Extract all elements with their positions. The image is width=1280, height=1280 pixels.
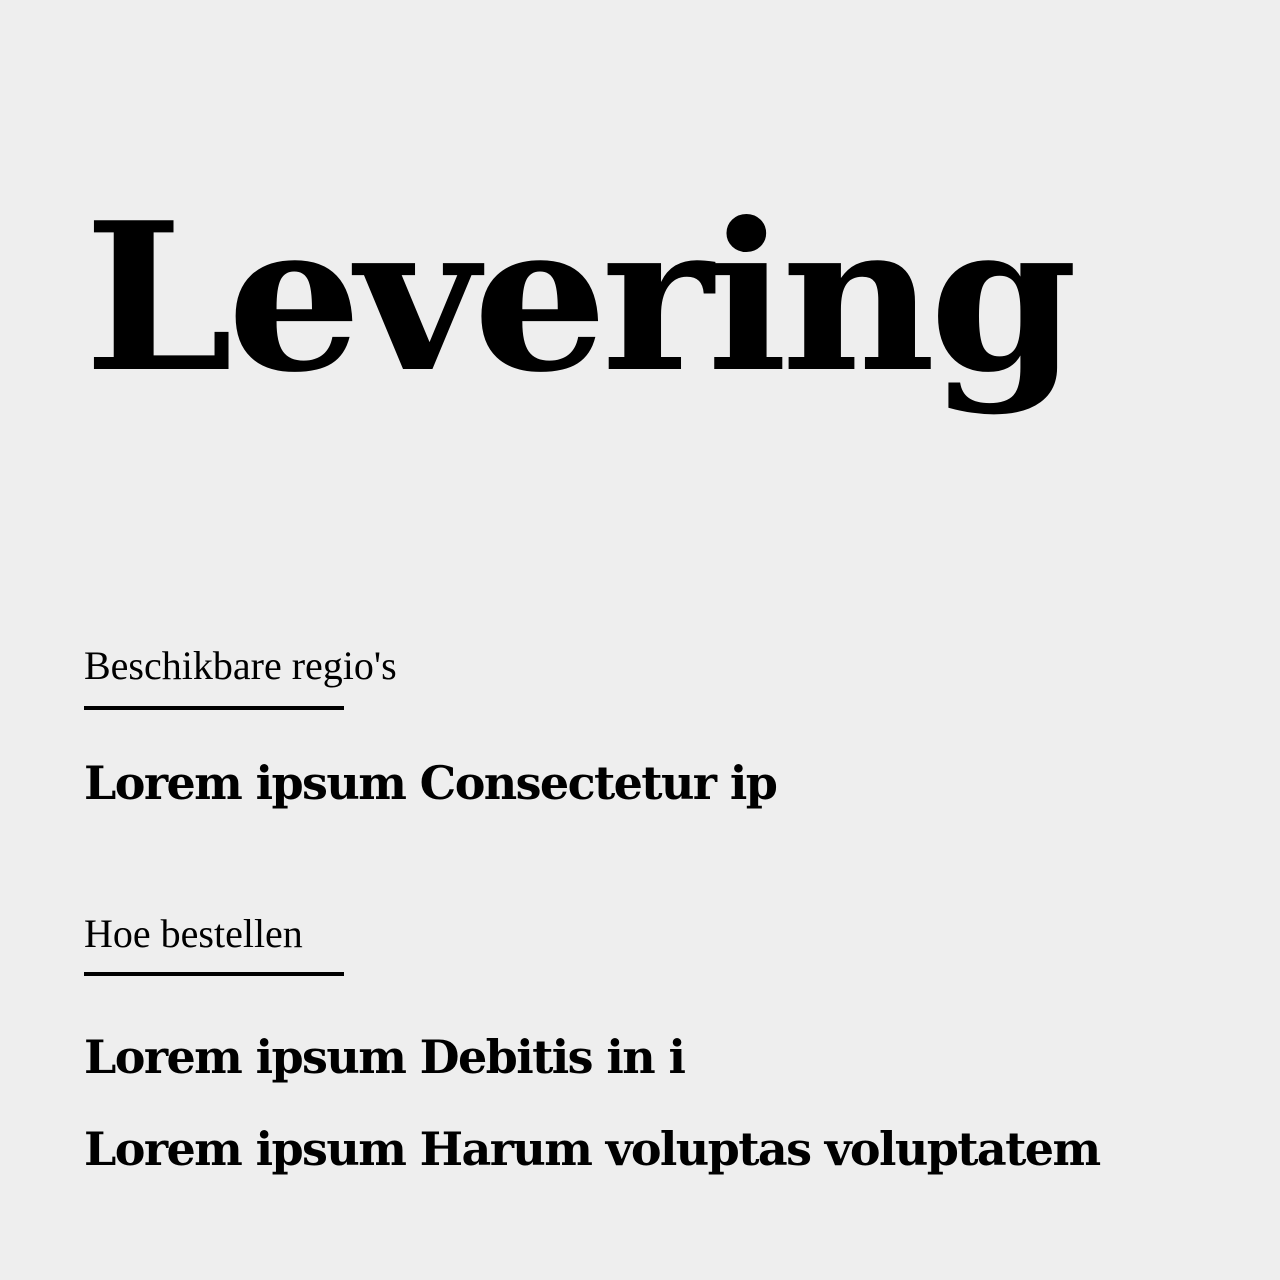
ordering-item: Lorem ipsum Harum voluptas voluptatem (84, 1122, 1100, 1176)
section-label-ordering: Hoe bestellen (84, 911, 303, 956)
section-divider-ordering (84, 972, 344, 976)
page-title: Levering (84, 178, 1072, 418)
section-label-regions: Beschikbare regio's (84, 643, 397, 688)
ordering-item: Lorem ipsum Debitis in i (84, 1030, 685, 1084)
section-divider-regions (84, 706, 344, 710)
regions-item: Lorem ipsum Consectetur ip (84, 756, 777, 810)
